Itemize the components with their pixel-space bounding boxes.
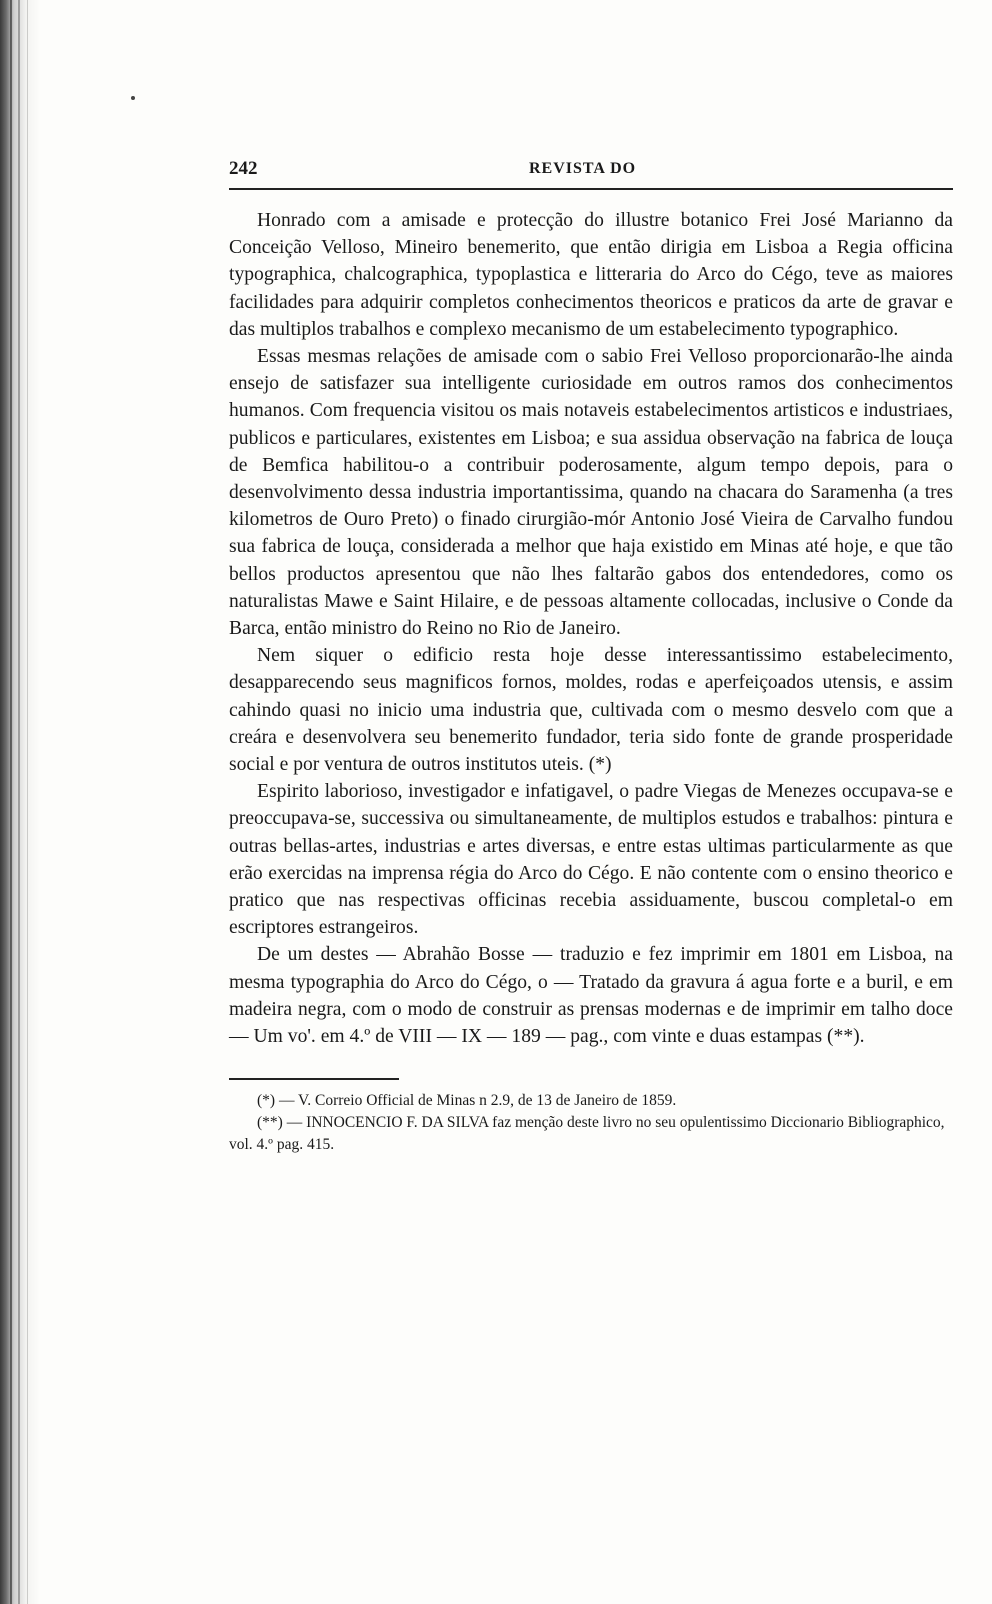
paragraph: Honrado com a amisade e protecção do illustre botanico Frei José Marianno da Conceição Velloso, Mineiro benemerito, que então dirigia em Lisboa a Regia officina typographica, chalcographica, typoplastica e litteraria do Arco do Cégo, teve as maiores facilidades para adquirir completos conhecimentos theoricos e praticos da arte de gravar e das multiplos trabalhos e complexo mecanismo de um estabelecimento typographico. — [229, 210, 953, 340]
paragraph: Essas mesmas relações de amisade com o sabio Frei Velloso proporcionarão-lhe ainda ensejo de satisfazer sua intelligente curiosidade em outros ramos dos conhecimentos humanos. Com frequencia visitou os mais notaveis estabelecimentos artisticos e industriaes, publicos e particulares, existentes em Lisboa; e sua assidua observação na fabrica de louça de Bemfica habilitou-o a contribuir poderosamente, algum tempo depois, para o desenvolvimento dessa industria importantissima, quando na chacara do Saramenha (a tres kilometros de Ouro Preto) o finado cirurgião-mór Antonio José Vieira de Carvalho fundou sua fabrica de louça, considerada a melhor que haja existido em Minas até hoje, e que tão bellos productos apresentou que não lhes faltarão gabos dos entendedores, como os naturalistas Mawe e Saint Hilaire, e de pessoas altamente collocadas, inclusive o Conde da Barca, então ministro do Reino no Rio de Janeiro. — [229, 346, 953, 640]
page-number: 242 — [229, 158, 258, 179]
footnotes — [229, 1090, 953, 1156]
footnote-rule — [229, 1078, 399, 1080]
body-text — [229, 207, 953, 1050]
binding-streak — [10, 0, 12, 1604]
paragraph: De um destes — Abrahão Bosse — traduzio e fez imprimir em 1801 em Lisboa, na mesma typographia do Arco do Cégo, o — Tratado da gravura á agua forte e a buril, e em madeira negra, com o modo de construir as prensas modernas e de imprimir em talho doce — Um vo'. em 4.º de VIII — IX — 189 — pag., com vinte e duas estampas (**). — [229, 944, 953, 1048]
page — [229, 150, 953, 1156]
footnote: (**) — INNOCENCIO F. DA SILVA faz menção deste livro no seu opulentissimo Diccionario Bibliographico, vol. 4.º pag. 415. — [229, 1114, 945, 1154]
footnote: (*) — V. Correio Official de Minas n 2.9, de 13 de Janeiro de 1859. — [257, 1092, 677, 1110]
binding-streak — [18, 0, 20, 1604]
running-head: REVISTA DO — [529, 160, 637, 177]
paragraph: Nem siquer o edificio resta hoje desse interessantissimo estabelecimento, desapparecendo seus magnificos fornos, moldes, rodas e aperfeiçoados utensis, e assim cahindo quasi no inicio uma industria que, cultivada com o mesmo desvelo com que a creára e desenvolvera seu benemerito fundador, teria sido fonte de grande prosperidade social e por ventura de outros institutos uteis. (*) — [229, 645, 953, 776]
paragraph: Espirito laborioso, investigador e infatigavel, o padre Viegas de Menezes occupava-se e preoccupava-se, successiva ou simultaneamente, de multiplos estudos e trabalhos: pintura e outras bellas-artes, industrias e artes diversas, e entre estas ultimas particularmente as que erão exercidas na imprensa régia do Arco do Cégo. E não contente com o ensino theorico e pratico que nas respectivas officinas recebia assiduamente, buscou completal-o em escriptores estrangeiros. — [229, 781, 953, 939]
paper-speck — [131, 96, 135, 100]
header-rule — [229, 188, 953, 190]
book-binding-shadow — [0, 0, 70, 1604]
binding-streak — [27, 0, 28, 1604]
page-header — [229, 150, 953, 186]
